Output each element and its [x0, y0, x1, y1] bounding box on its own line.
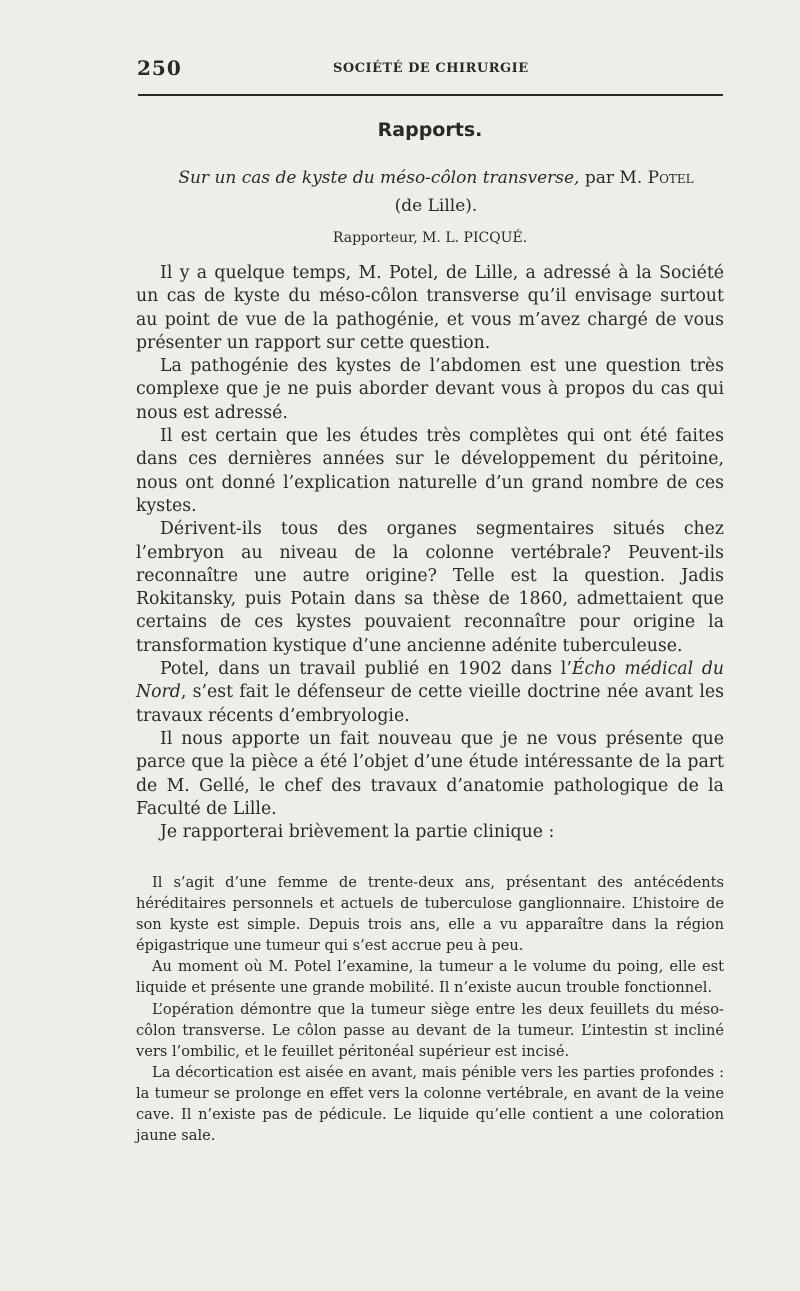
clinical-case: [136, 872, 724, 1146]
paragraph: Il est certain que les études très complètes qui ont été faites dans ces dernières années sur le développement du péritoine, nous ont donné l’explication naturelle d’un grand nombre de ces kystes.: [136, 426, 724, 516]
section-title: Rapports.: [377, 119, 483, 141]
article-by: par M.: [579, 168, 648, 188]
reporter-line: Rapporteur, M. L. PICQUÉ.: [332, 230, 528, 246]
paragraph: Il nous apporte un fait nouveau que je ne vous présente que parce que la pièce a été l’objet d’une étude intéressante de la part de M. Gellé, le chef des travaux d’anatomie pathologique de la Faculté de Lille.: [136, 728, 724, 819]
clinical-paragraph: Il s’agit d’une femme de trente-deux ans, présentant des antécédents héréditaires personnels et actuels de tuberculose ganglionnaire. L’histoire de son kyste est simple. Depuis trois ans, elle a vu apparaître dans la région épigastrique une tumeur qui s’est accrue peu à peu.: [136, 874, 724, 955]
clinical-paragraph: L’opération démontre que la tumeur siège entre les deux feuillets du méso-côlon transverse. Le côlon passe au devant de la tumeur. L’intestin st incliné vers l’ombilic, et le feuillet péritonéal supérieur est incisé.: [136, 1000, 724, 1060]
paragraph: Dérivent-ils tous des organes segmentaires situés chez l’embryon au niveau de la colonne vertébrale? Peuvent-ils reconnaître une autre origine? Telle est la question. Jadis Rokitansky, puis Potain dans sa thèse de 1860, admettaient que certains de ces kystes pouvaient reconnaître pour origine la transformation kystique d’une ancienne adénite tuberculeuse.: [136, 519, 724, 656]
article-affiliation: (de Lille).: [394, 196, 478, 216]
article-author: Potel: [647, 168, 694, 188]
clinical-paragraph: Au moment où M. Potel l’examine, la tumeur a le volume du poing, elle est liquide et présente une grande mobilité. Il n’existe aucun trouble fonctionnel.: [136, 958, 724, 997]
clinical-paragraph: La décortication est aisée en avant, mais pénible vers les parties profondes : la tumeur se prolonge en effet vers la colonne vertébrale, en avant de la veine cave. Il n’existe pas de pédicule. Le liquide qu’elle contient a une coloration jaune sale.: [136, 1063, 724, 1145]
article-title: [156, 164, 716, 220]
running-head: [137, 56, 723, 80]
paragraph: Il y a quelque temps, M. Potel, de Lille, a adressé à la Société un cas de kyste du méso-côlon transverse qu’il envisage surtout au point de vue de la pathogénie, et vous m’avez chargé de vous présenter un rapport sur cette question.: [136, 263, 724, 353]
paragraph-text: , s’est fait le défenseur de cette vieille doctrine née avant les travaux récents d’embryologie.: [136, 682, 724, 726]
paragraph: [136, 658, 724, 728]
paragraph: Je rapporterai brièvement la partie clinique :: [160, 822, 555, 843]
paragraph: La pathogénie des kystes de l’abdomen est une question très complexe que je ne puis aborder devant vous à propos du cas qui nous est adressé.: [136, 356, 724, 423]
paragraph-text: Potel, dans un travail publié en 1902 dans l’: [160, 659, 572, 680]
article-title-italic: Sur un cas de kyste du méso-côlon transverse,: [178, 168, 580, 188]
page-number: 250: [137, 56, 182, 80]
header-rule: [138, 94, 723, 96]
report-body: [136, 262, 724, 844]
journal-citation: Écho médical du Nord: [136, 659, 725, 703]
journal-title: SOCIÉTÉ DE CHIRURGIE: [333, 61, 529, 76]
